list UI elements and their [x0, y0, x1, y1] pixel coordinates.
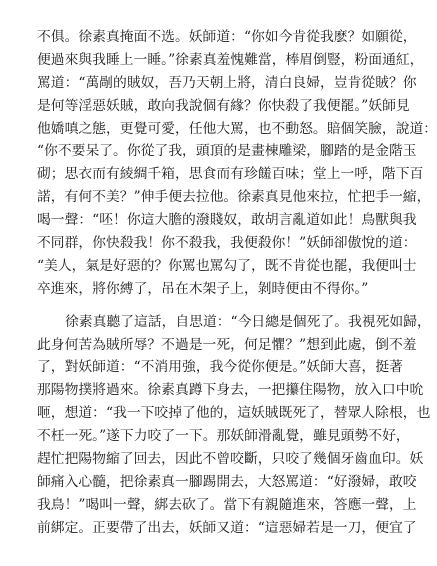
text-line: 師痛入心髓，把徐素真一腳踢開去，大怒罵道：“好潑婦，敢咬	[37, 473, 417, 490]
text-line: 卒進來，將你縛了，吊在木架子上，剝時便由不得你。”	[37, 280, 369, 297]
text-line: 便過來與我睡上一睡。”徐素真羞愧難當，棒眉倒豎，粉面通紅，	[37, 51, 424, 68]
text-line: 是何等淫惡妖賊，敢向我說個有緣？你快殺了我便罷。”妖師見	[37, 97, 410, 114]
text-line: 前綁定。正要帶了出去，妖師又道：“這惡婦若是一刀，便宜了	[37, 519, 417, 536]
text-line: 我鳥！”喝叫一聲，綁去砍了。當下有親隨進來，答應一聲，上	[37, 496, 417, 513]
text-line: 他嬌嗔之態，更覺可愛，任他大罵，也不動怒。賠個笑臉，說道：	[37, 120, 437, 137]
text-line: 不俱。徐素真掩面不选。妖師道：“你如今肯從我麽？如願從，	[37, 29, 417, 45]
paragraph-gap	[37, 301, 363, 311]
text-line: 不同群，你快殺我！你不殺我，我便殺你！”妖師卻傲悅的道：	[37, 235, 417, 252]
text-line: 不枉一死。”遂下力咬了一下。那妖師滑亂覺，雖見頭勢不好，	[37, 428, 410, 445]
text-line: 諾，有何不美？”伸手便去拉他。徐素真見他來拉，忙把手一縮，	[37, 189, 431, 206]
text-line: “你不要呆了。你從了我，頭頂的是畫棟雕梁，腳踏的是金階玉	[37, 143, 417, 160]
paragraph-1	[37, 26, 437, 301]
text-line: 了，對妖師道：“不消用強，我今從你便是。”妖師大喜，挺著	[37, 359, 403, 376]
paragraph-2	[37, 311, 431, 540]
text-line: 趕忙把陽物縮了回去，因此不曾咬斷，只咬了幾個牙齒血印。妖	[37, 451, 424, 468]
text-line: 那陽物撲將過來。徐素真蹲下身去，一把攥住陽物，放入口中吮	[37, 382, 424, 399]
text-line: 罵道：“萬剮的賊奴，吾乃天朝上將，清白良婦，豈肯從賊？你	[37, 74, 417, 91]
text-line: 砌；思衣而有綾綢千箱，思食而有珍饈百味；堂上一呼，階下百	[37, 166, 424, 183]
text-line: 喝一聲：“呸！你這大膽的潑賤奴，敢胡言亂道如此！鳥獸與我	[37, 212, 417, 229]
text-line: 咂，想道：“我一下咬掉了他的，這妖賊既死了，替眾人除根，也	[37, 405, 431, 422]
text-line: “美人，氣是好惡的？你罵也罵勾了，既不肯從也罷，我便叫士	[37, 257, 417, 274]
text-line: 徐素真聽了這話，自思道：“今日總是個死了。我視死如歸，	[65, 313, 431, 330]
text-line: 此身何苦為賊所辱？不過是一死，何足懼？”想到此處，倒不羞	[37, 336, 417, 353]
